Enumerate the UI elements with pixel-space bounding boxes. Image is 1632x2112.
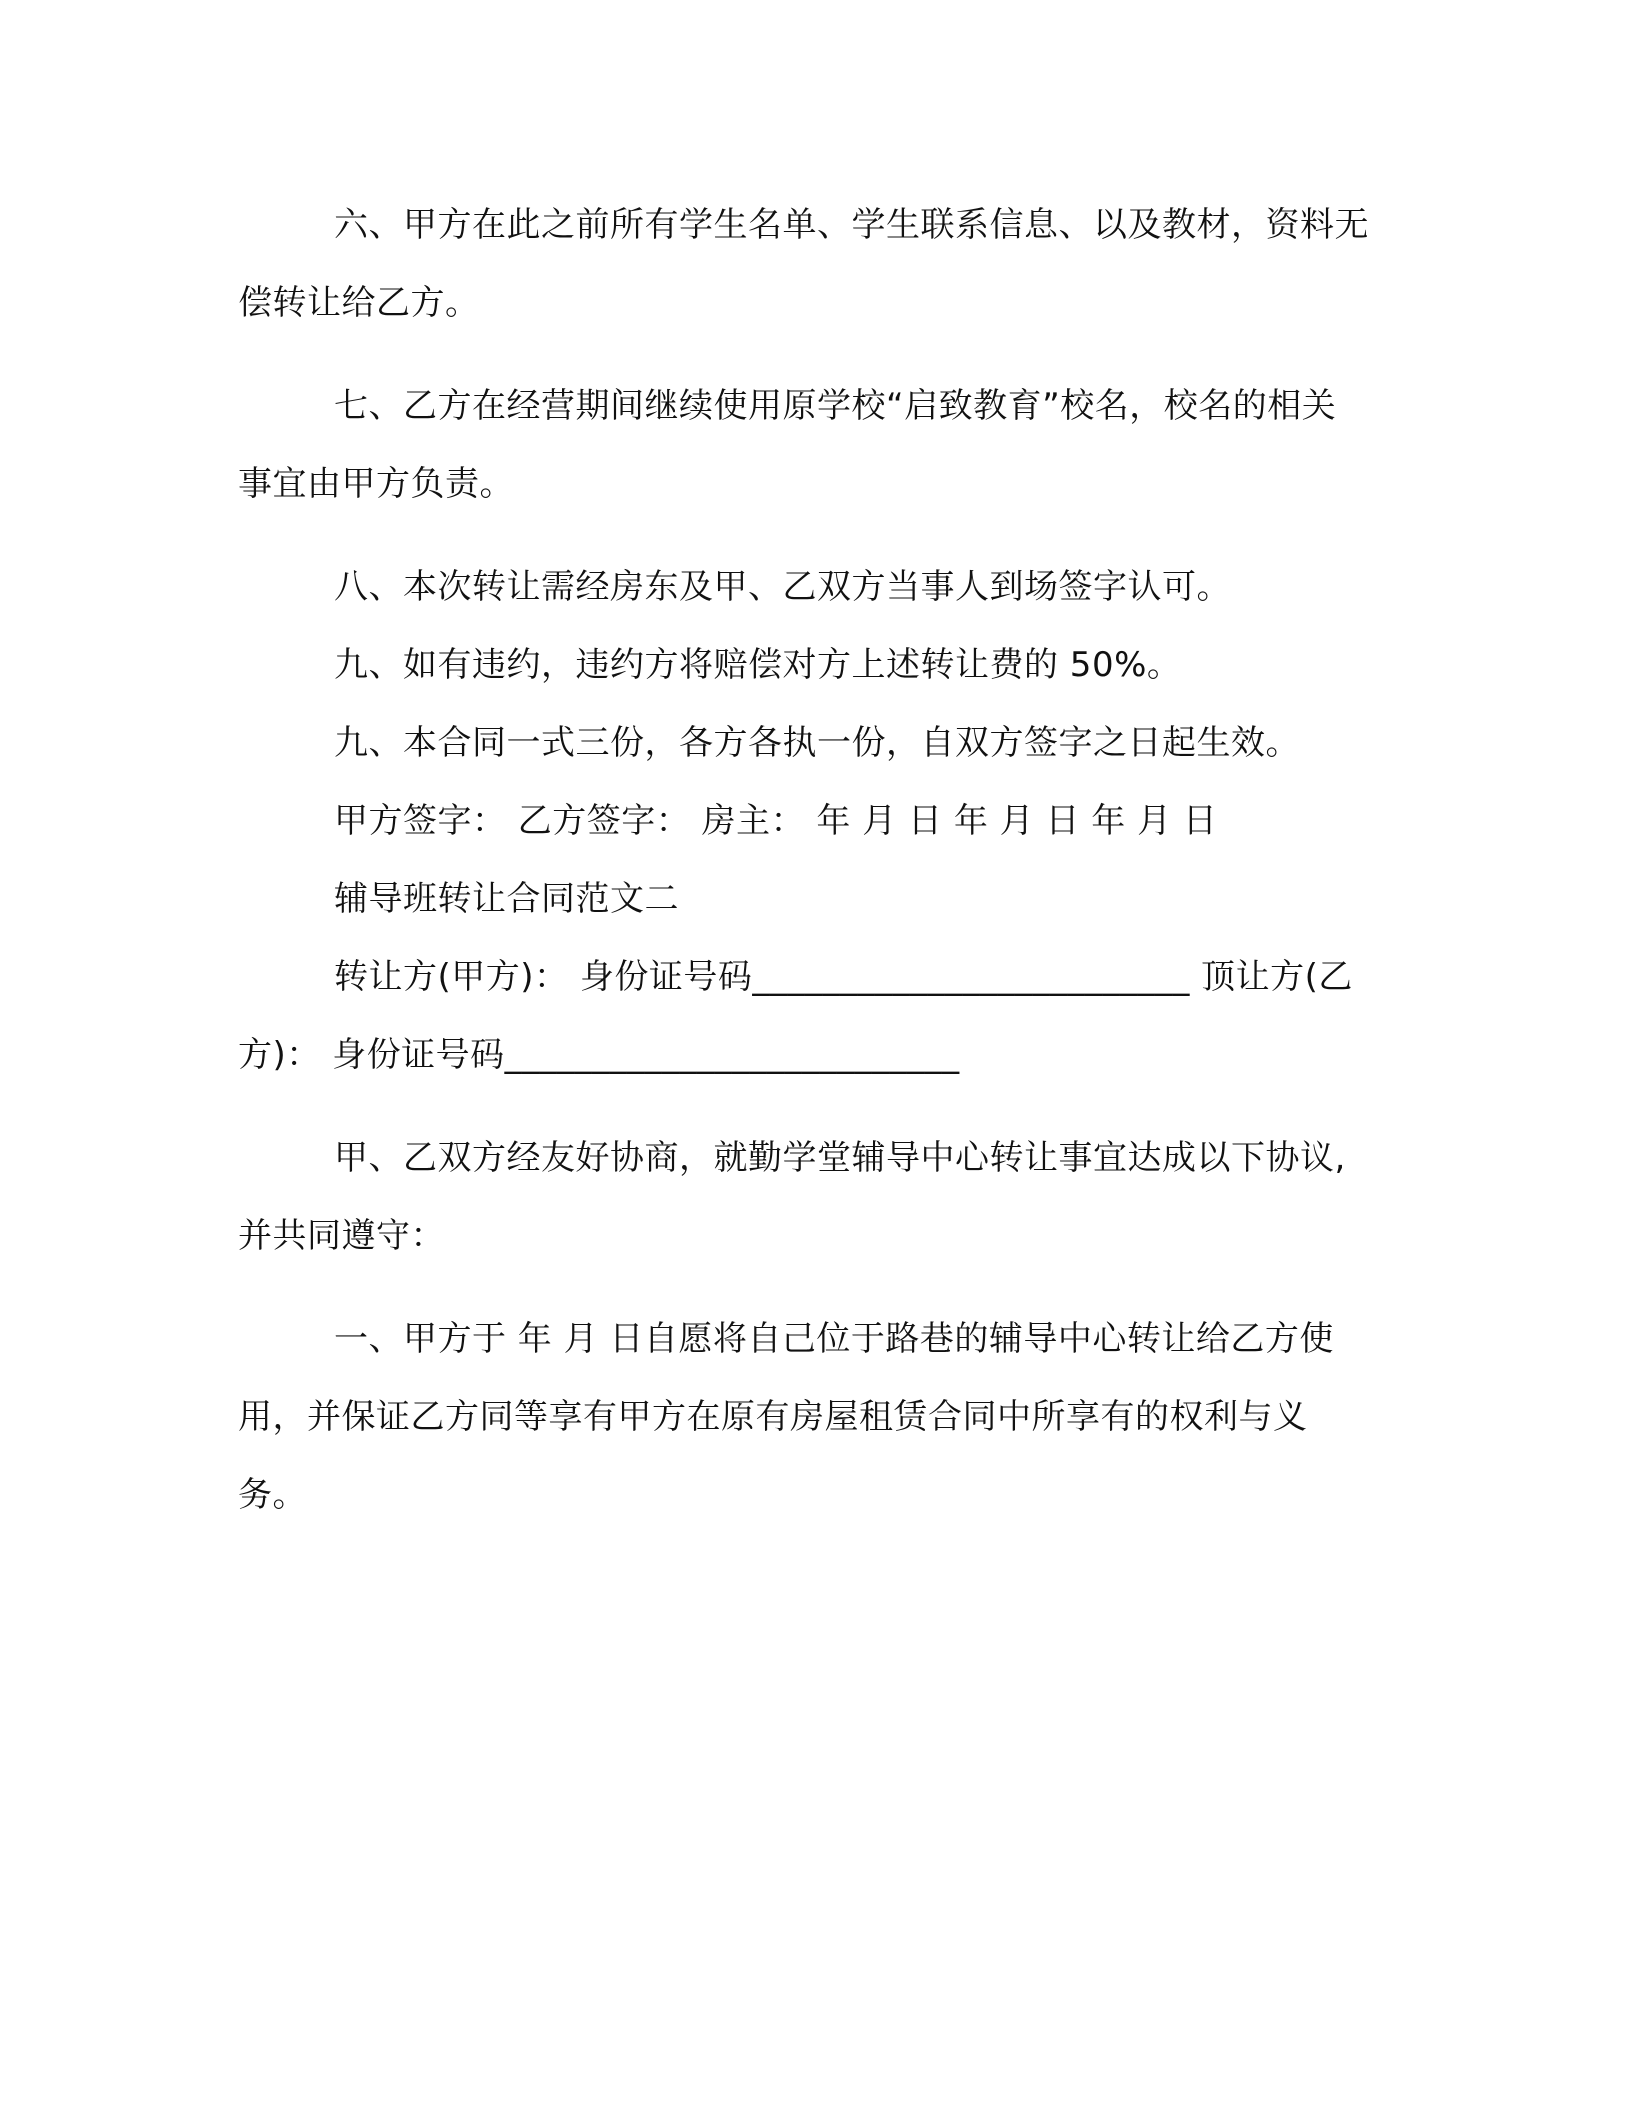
document-body: [238, 186, 1370, 1534]
clause-six: 六、甲方在此之前所有学生名单、学生联系信息、以及教材，资料无偿转让给乙方。: [238, 205, 1369, 323]
clause-eight: 八、本次转让需经房东及甲、乙双方当事人到场签字认可。: [334, 567, 1231, 607]
section-title: 辅导班转让合同范文二: [334, 879, 679, 919]
signature-line: 甲方签字： 乙方签字： 房主： 年 月 日 年 月 日 年 月 日: [334, 801, 1218, 841]
clause-one: 一、甲方于 年 月 日自愿将自己位于路巷的辅导中心转让给乙方使用，并保证乙方同等享有甲方在原有房屋租赁合同中所享有的权利与义务。: [238, 1319, 1334, 1515]
agreement-intro: 甲、乙双方经友好协商，就勤学堂辅导中心转让事宜达成以下协议,并共同遵守：: [238, 1138, 1346, 1256]
parties-info: 转让方(甲方)： 身份证号码_________________________ 顶让方(乙方)： 身份证号码__________________________: [238, 957, 1353, 1075]
clause-nine-breach: 九、如有违约，违约方将赔偿对方上述转让费的 50%。: [334, 645, 1182, 685]
clause-seven: 七、乙方在经营期间继续使用原学校“启致教育”校名，校名的相关事宜由甲方负责。: [238, 386, 1337, 504]
clause-nine-copies: 九、本合同一式三份，各方各执一份，自双方签字之日起生效。: [334, 723, 1300, 763]
